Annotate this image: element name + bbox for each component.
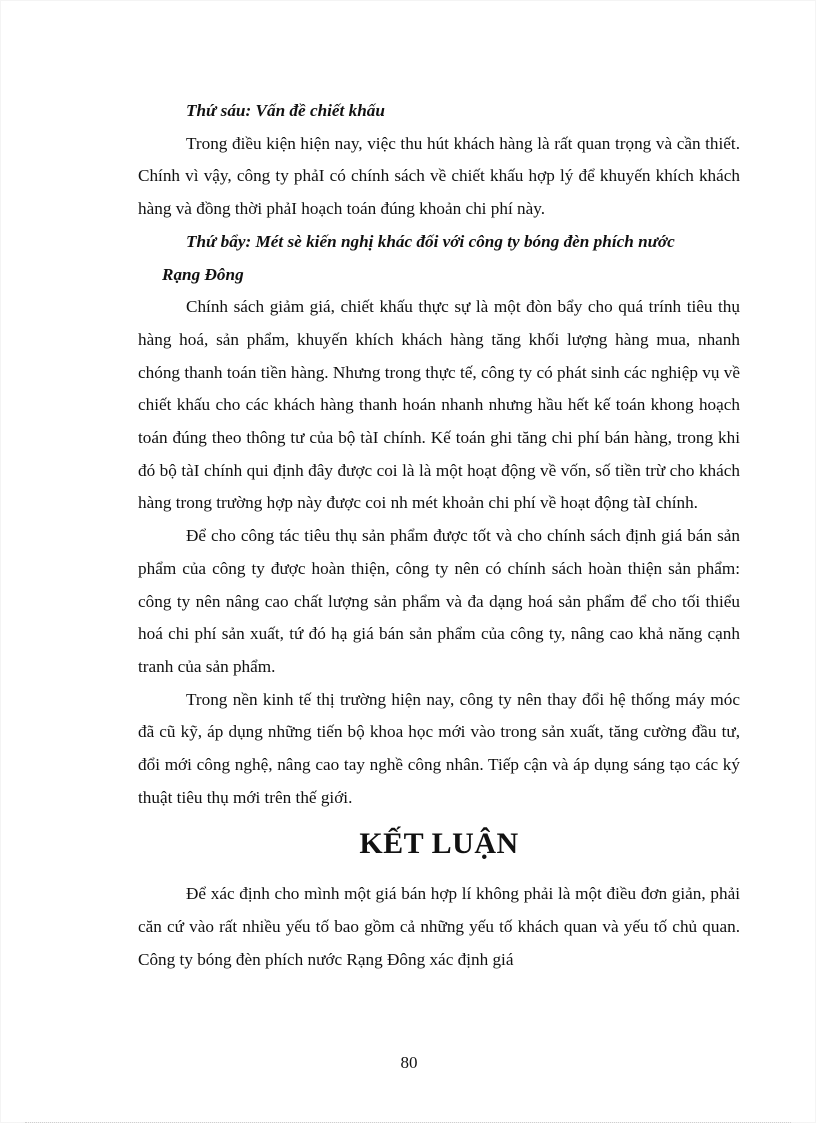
paragraph-chinh-sach-giam-gia: Chính sách giảm giá, chiết khấu thực sự là một đòn bẩy cho quá trính tiêu thụ hàng hoá, sản phẩm, khuyến khích khách hàng tăng khối lượng hàng mua, nhanh chóng thanh toán tiền hàng. Nhưng trong thực tế, công ty có phát sinh các nghiệp vụ về chiết khấu cho các khách hàng thanh hoán nhanh nhưng hầu hết kế toán khong hoạch toán đúng theo thông tư của bộ tàI chính. Kế toán ghi tăng chi phí bán hàng, trong khi đó bộ tàI chính qui định đây được coi là là một hoạt động về vốn, số tiền trừ cho khách hàng trong trường hợp này được coi nh mét khoản chi phí về hoạt động tàI chính. [138,297,740,513]
paragraph-hoan-thien-san-pham: Để cho công tác tiêu thụ sản phẩm được tốt và cho chính sách định giá bán sản phẩm của công ty được hoàn thiện, công ty nên có chính sách hoàn thiện sản phẩm: công ty nên nâng cao chất lượng sản phẩm và đa dạng hoá sản phẩm để cho tối thiểu hoá chi phí sản xuất, tứ đó hạ giá bán sản phẩm của công ty, nâng cao khả năng cạnh tranh của sản phẩm. [138,526,740,676]
heading-thu-sau: Thứ sáu: Vấn đề chiết khấu [186,101,385,120]
section-title-ket-luan: KẾT LUẬN [359,827,519,861]
paragraph-kinh-te-thi-truong: Trong nền kinh tế thị trường hiện nay, công ty nên thay đổi hệ thống máy móc đã cũ kỹ, áp dụng những tiến bộ khoa học mới vào trong sản xuất, tăng cường đầu tư, đổi mới công nghệ, nâng cao tay nghề công nhân. Tiếp cận và áp dụng sáng tạo các ký thuật tiêu thụ mới trên thế giới. [138,689,740,807]
page-number: 80 [400,1053,418,1072]
paragraph-ket-luan: Để xác định cho mình một giá bán hợp lí không phải là một điều đơn giản, phải căn cứ vào rất nhiều yếu tố bao gồm cả những yếu tố khách quan và yếu tố chủ quan. Công ty bóng đèn phích nước Rạng Đông xác định giá [138,884,740,969]
paragraph-chiet-khau: Trong điều kiện hiện nay, việc thu hút khách hàng là rất quan trọng và cần thiết. Chính vì vậy, công ty phảI có chính sách về chiết khấu hợp lý để khuyến khích khách hàng và đồng thời phảI hoạch toán đúng khoản chi phí này. [138,133,740,219]
page-body [138,95,740,977]
heading-thu-bay-line1: Thứ bẩy: Mét sè kiến nghị khác đối với công ty bóng đèn phích nước [186,231,675,251]
heading-thu-bay-line2: Rạng Đông [162,264,244,284]
